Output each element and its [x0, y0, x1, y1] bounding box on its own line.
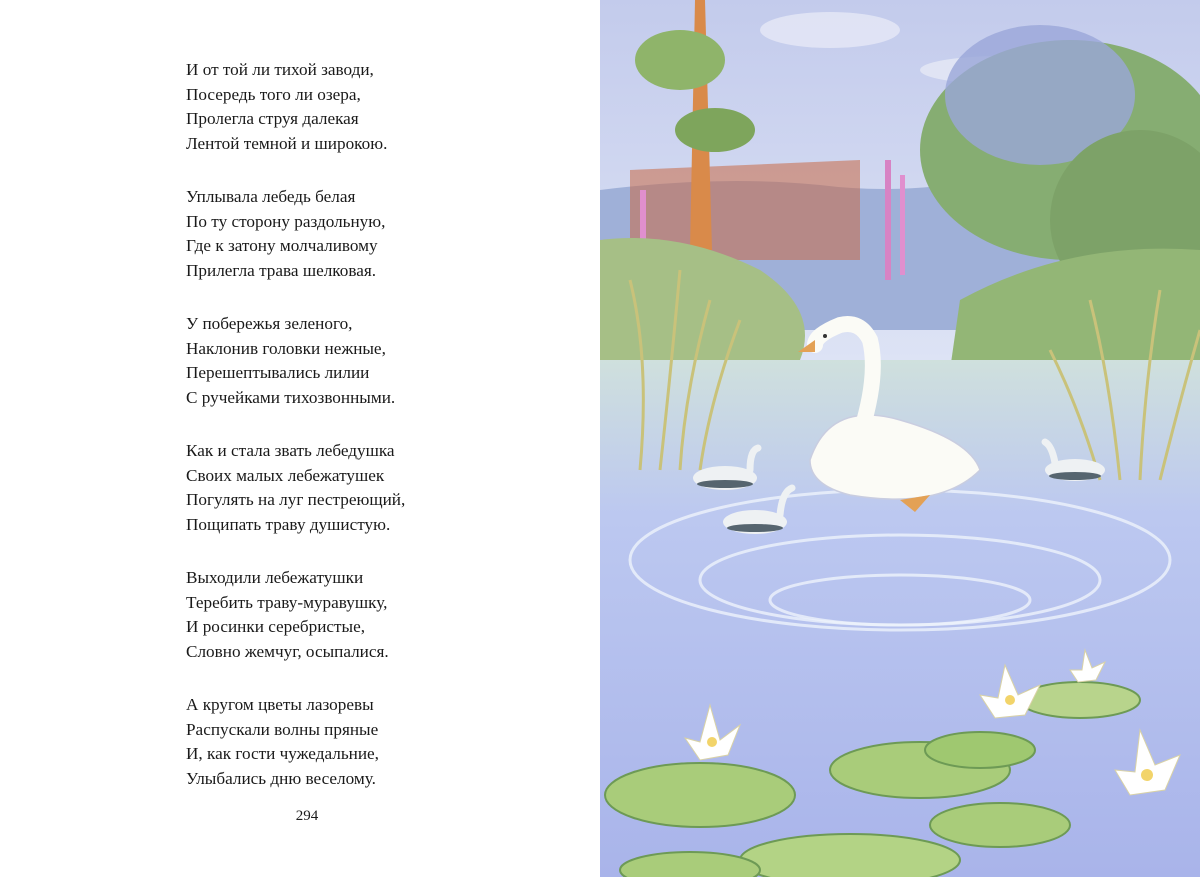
swan-lake-illustration	[600, 0, 1200, 877]
lily-pad	[605, 763, 795, 827]
stanza	[186, 566, 566, 664]
illustration-artwork	[600, 0, 1200, 877]
poem-line: Выходили лебежатушки	[186, 568, 364, 587]
poem-line: Как и стала звать лебедушка	[186, 441, 395, 460]
stanza	[186, 693, 566, 791]
fireweed	[885, 160, 891, 280]
poem-line: Распускали волны пряные	[186, 719, 379, 739]
poem-line: Улыбались дню веселому.	[186, 768, 376, 788]
pine-crown	[635, 30, 725, 90]
stanza	[186, 185, 566, 283]
poem-line: Пощипать траву душистую.	[186, 514, 391, 534]
poem-line: Уплывала лебедь белая	[186, 187, 356, 206]
poem-line: По ту сторону раздольную,	[186, 211, 386, 231]
lily-pad	[925, 732, 1035, 768]
poem-line: У побережья зеленого,	[186, 314, 353, 333]
stanza	[186, 439, 566, 537]
poem-line: Посередь того ли озера,	[186, 84, 361, 104]
poem-line: С ручейками тихозвонными.	[186, 387, 396, 407]
poem-line: Где к затону молчаливому	[186, 236, 378, 255]
stanza	[186, 312, 566, 410]
poem-line: И росинки серебристые,	[186, 617, 366, 636]
poem	[186, 58, 566, 820]
poem-line: Словно жемчуг, осыпалися.	[186, 641, 389, 661]
fireweed	[900, 175, 905, 275]
poem-line: Теребить траву-муравушку,	[186, 592, 388, 612]
poem-line: Прилегла трава шелковая.	[186, 260, 377, 280]
poem-line: Перешептывались лилии	[186, 363, 370, 382]
poem-line: Наклонив головки нежные,	[186, 338, 386, 358]
poem-line: Своих малых лебежатушек	[186, 465, 385, 485]
poem-line: Пролегла струя далекая	[186, 109, 359, 128]
poem-line: Погулять на луг пестреющий,	[186, 490, 406, 509]
pine-crown	[675, 108, 755, 152]
poem-line: И, как гости чужедальние,	[186, 744, 379, 763]
page-number: 294	[295, 808, 319, 824]
poem-line: Лентой темной и широкою.	[186, 133, 388, 153]
lily-pad	[930, 803, 1070, 847]
cloud	[760, 12, 900, 48]
lily-pad	[740, 834, 960, 877]
poem-line: А кругом цветы лазоревы	[186, 695, 374, 714]
poem-line: И от той ли тихой заводи,	[186, 60, 374, 79]
stanza	[186, 58, 566, 156]
